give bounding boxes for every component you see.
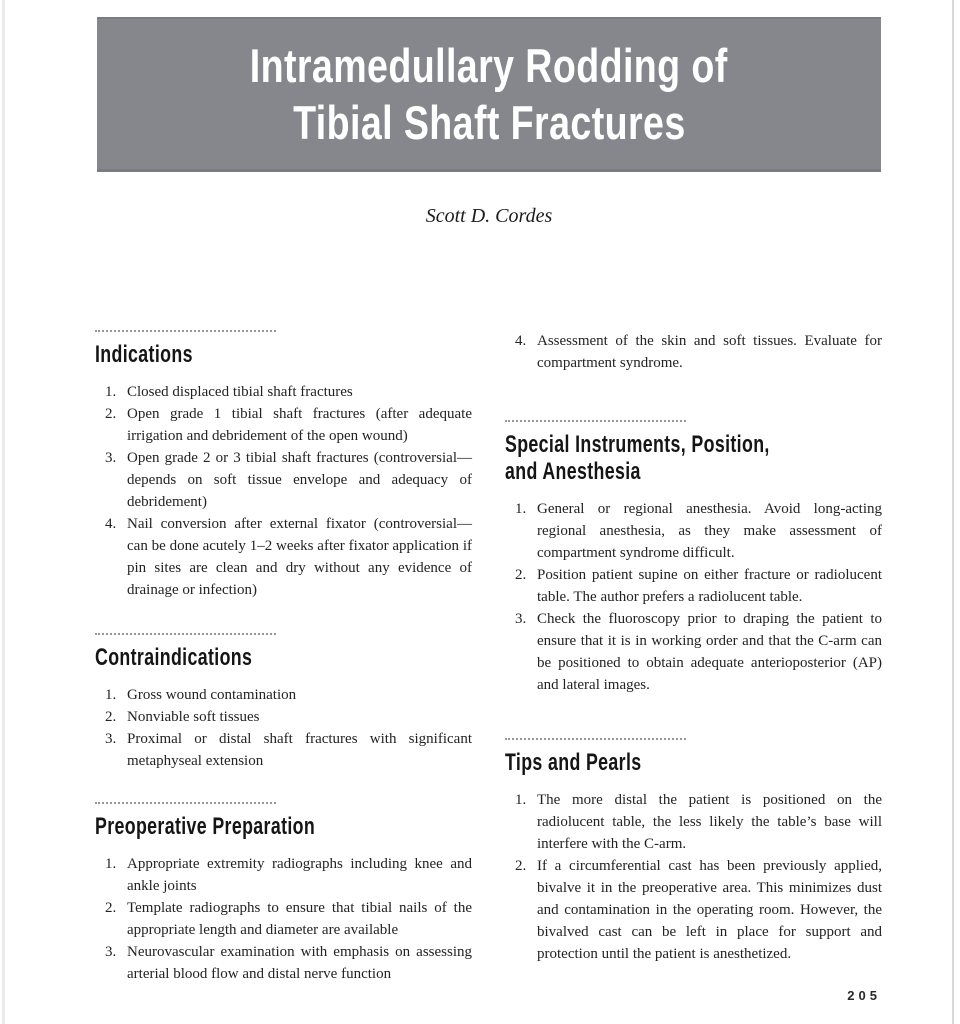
section-contraindications [95, 633, 472, 772]
item-text: Closed displaced tibial shaft fractures [127, 384, 353, 400]
chapter-title-line1: Intramedullary Rodding of [250, 39, 728, 92]
section-preoperative-preparation [95, 802, 472, 985]
item-number: 4. [515, 333, 527, 349]
list-item [95, 853, 472, 897]
heading-line1: Special Instruments, Position, [505, 431, 770, 458]
item-number: 3. [515, 611, 527, 627]
section-heading-special-instruments [505, 431, 784, 485]
item-text: Template radiographs to ensure that tibial nails of the appropriate length and diameter are available [127, 900, 472, 938]
list-item [95, 728, 472, 772]
list-item [505, 608, 882, 696]
indications-list [95, 381, 472, 601]
item-number: 3. [105, 731, 117, 747]
heading-line2: and Anesthesia [505, 458, 641, 485]
item-text: Assessment of the skin and soft tissues. Evaluate for compartment syndrome. [537, 333, 882, 371]
list-item [505, 564, 882, 608]
section-heading-indications: Indications [95, 341, 193, 368]
page-scan-edge-right [952, 0, 954, 1024]
item-number: 2. [515, 858, 527, 874]
list-item [95, 684, 472, 706]
item-text: If a circumferential cast has been previously applied, bivalve it in the preoperative area. This minimizes dust and contamination in the operating room. However, the bivalved cast can be left in place for support and protection until the patient is anesthetized. [537, 858, 882, 962]
list-item [505, 789, 882, 855]
list-item [505, 855, 882, 965]
item-number: 1. [105, 384, 117, 400]
item-text: Gross wound contamination [127, 687, 297, 703]
item-text: The more distal the patient is positioned on the radiolucent table, the less likely the table’s base will interfere with the C-arm. [537, 792, 882, 852]
section-dotted-rule [95, 802, 276, 804]
section-indications [95, 330, 472, 601]
list-item [95, 381, 472, 403]
item-number: 1. [105, 856, 117, 872]
item-number: 3. [105, 944, 117, 960]
preoperative-preparation-list [95, 853, 472, 985]
item-text: Position patient supine on either fracture or radiolucent table. The author prefers a radiolucent table. [537, 567, 882, 605]
section-dotted-rule [95, 633, 276, 635]
item-text: Nonviable soft tissues [127, 709, 260, 725]
list-item-continued [505, 330, 882, 374]
section-heading-tips-and-pearls: Tips and Pearls [505, 749, 642, 776]
section-tips-and-pearls [505, 738, 882, 965]
list-item [505, 498, 882, 564]
list-item [95, 513, 472, 601]
item-text: Appropriate extremity radiographs including knee and ankle joints [127, 856, 472, 894]
item-number: 2. [515, 567, 527, 583]
page-scan-edge-left [2, 0, 5, 1024]
item-number: 3. [105, 450, 117, 466]
item-number: 2. [105, 709, 117, 725]
section-special-instruments [505, 420, 882, 696]
item-text: Neurovascular examination with emphasis on assessing arterial blood flow and distal nerve function [127, 944, 472, 982]
item-text: General or regional anesthesia. Avoid long-acting regional anesthesia, as they make assessment of compartment syndrome difficult. [537, 501, 882, 561]
item-text: Check the fluoroscopy prior to draping the patient to ensure that it is in working order and that the C-arm can be positioned to obtain adequate anterioposterior (AP) and lateral images. [537, 611, 882, 693]
tips-and-pearls-list [505, 789, 882, 965]
section-dotted-rule [505, 420, 686, 422]
section-heading-preoperative-preparation: Preoperative Preparation [95, 813, 316, 840]
page-number: 205 [847, 988, 881, 1003]
author-name: Scott D. Cordes [425, 205, 553, 227]
item-text: Open grade 2 or 3 tibial shaft fractures (controversial—depends on soft tissue envelope and adequacy of debridement) [127, 450, 472, 510]
item-number: 1. [515, 792, 527, 808]
item-number: 2. [105, 900, 117, 916]
right-column [505, 330, 882, 965]
chapter-title-line2: Tibial Shaft Fractures [292, 96, 686, 149]
list-item [95, 897, 472, 941]
item-text: Proximal or distal shaft fractures with significant metaphyseal extension [127, 731, 472, 769]
section-heading-contraindications: Contraindications [95, 644, 253, 671]
item-number: 2. [105, 406, 117, 422]
item-text: Open grade 1 tibial shaft fractures (after adequate irrigation and debridement of the open wound) [127, 406, 472, 444]
list-item [95, 447, 472, 513]
contraindications-list [95, 684, 472, 772]
list-item [95, 941, 472, 985]
chapter-title-banner [97, 17, 881, 172]
item-number: 1. [515, 501, 527, 517]
left-column [95, 330, 472, 985]
list-item [95, 403, 472, 447]
item-number: 4. [105, 516, 117, 532]
section-dotted-rule [505, 738, 686, 740]
item-number: 1. [105, 687, 117, 703]
list-item [95, 706, 472, 728]
item-text: Nail conversion after external fixator (controversial—can be done acutely 1–2 weeks after fixator application if pin sites are clean and dry without any evidence of drainage or infection) [127, 516, 472, 598]
special-instruments-list [505, 498, 882, 696]
section-dotted-rule [95, 330, 276, 332]
